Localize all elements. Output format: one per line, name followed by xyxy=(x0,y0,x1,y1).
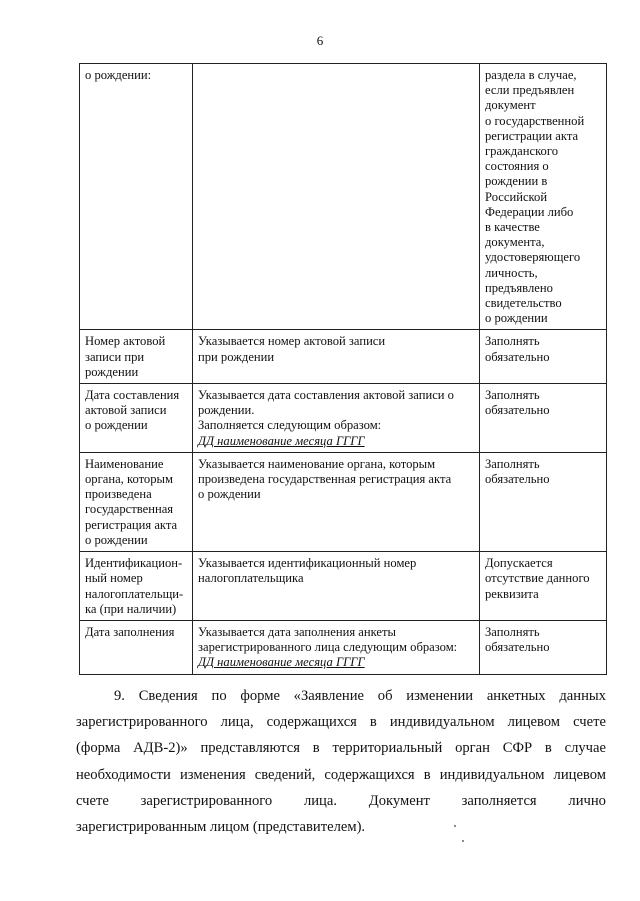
field-name-cell xyxy=(80,452,193,551)
cell-line: обязательно xyxy=(485,472,550,487)
paragraph-line: счете зарегистрированного лица. Документ заполняется лично xyxy=(76,792,606,809)
paragraph-line: необходимости изменения сведений, содержащихся в индивидуальном лицевом xyxy=(76,766,606,783)
table-row xyxy=(80,552,607,621)
field-name-cell xyxy=(80,330,193,384)
paragraph-line: зарегистрированного лица, содержащихся в индивидуальном лицевом счете xyxy=(76,714,606,731)
description-cell xyxy=(193,330,480,384)
cell-line: произведена xyxy=(85,487,152,502)
paragraph-line: зарегистрированным лицом (представителем). xyxy=(76,819,366,836)
cell-line: зарегистрированного лица следующим образом: xyxy=(198,640,458,655)
cell-line: Наименование xyxy=(85,456,164,471)
cell-line: обязательно xyxy=(485,349,550,364)
description-cell xyxy=(193,620,480,674)
cell-line: если предъявлен xyxy=(485,83,575,98)
cell-line: ный номер xyxy=(85,571,143,586)
paragraph-line: 9. Сведения по форме «Заявление об изменении анкетных данных xyxy=(114,688,606,704)
cell-line: Идентификацион- xyxy=(85,556,183,571)
cell-line: Указывается наименование органа, которым xyxy=(198,456,436,471)
description-cell xyxy=(193,64,480,330)
cell-line: Указывается номер актовой записи xyxy=(198,334,386,349)
requirements-table xyxy=(79,63,607,675)
requirement-cell xyxy=(480,552,607,621)
cell-line: документ xyxy=(485,98,536,113)
cell-line: состояния о xyxy=(485,159,549,174)
description-cell xyxy=(193,552,480,621)
cell-line: Указывается дата заполнения анкеты xyxy=(198,624,396,639)
date-format-note: ДД наименование месяца ГГГГ xyxy=(198,433,365,448)
cell-line: документа, xyxy=(485,235,545,250)
cell-line: Номер актовой xyxy=(85,334,166,349)
cell-line: Дата составления xyxy=(85,388,180,403)
cell-line: о рождении: xyxy=(85,68,152,82)
field-name-cell xyxy=(80,620,193,674)
cell-line: при рождении xyxy=(198,349,275,364)
cell-line: Указывается идентификационный номер xyxy=(198,556,417,571)
description-cell xyxy=(193,452,480,551)
cell-line: о рождении xyxy=(485,311,548,326)
cell-line: удостоверяющего xyxy=(485,250,581,265)
field-name-cell xyxy=(80,64,193,330)
cell-line: Заполнять xyxy=(485,388,540,403)
cell-line: обязательно xyxy=(485,403,550,418)
cell-line: записи при xyxy=(85,349,145,364)
cell-line: в качестве xyxy=(485,220,540,235)
cell-line: произведена государственная регистрация акта xyxy=(198,472,452,487)
cell-line: предъявлено xyxy=(485,280,553,295)
table-row xyxy=(80,452,607,551)
requirement-cell xyxy=(480,384,607,453)
table-row xyxy=(80,330,607,384)
cell-line: о рождении xyxy=(198,487,261,502)
section-9-paragraph xyxy=(76,683,606,840)
cell-line: рождении в xyxy=(485,174,548,189)
cell-line: раздела в случае, xyxy=(485,68,577,82)
cell-line: налогоплательщи- xyxy=(85,586,184,601)
cell-line: налогоплательщика xyxy=(198,571,304,586)
cell-line: государственная xyxy=(85,502,174,517)
cell-line: свидетельство xyxy=(485,296,562,311)
table-row xyxy=(80,620,607,674)
requirement-cell xyxy=(480,330,607,384)
description-cell xyxy=(193,384,480,453)
cell-line: рождении. xyxy=(198,403,255,418)
cell-line: Дата заполнения xyxy=(85,624,175,639)
cell-line: отсутствие данного xyxy=(485,571,590,586)
requirement-cell xyxy=(480,620,607,674)
cell-line: ка (при наличии) xyxy=(85,601,177,616)
cell-line: Заполняется следующим образом: xyxy=(198,418,382,433)
cell-line: обязательно xyxy=(485,640,550,655)
cell-line: регистрация акта xyxy=(85,517,178,532)
cell-line: Российской xyxy=(485,189,548,204)
cell-line: гражданского xyxy=(485,144,559,159)
requirement-cell xyxy=(480,64,607,330)
cell-line: Указывается дата составления актовой записи о xyxy=(198,388,454,403)
cell-line: рождении xyxy=(85,364,139,379)
cell-line: Допускается xyxy=(485,556,553,571)
cell-line: реквизита xyxy=(485,586,539,601)
table-row xyxy=(80,384,607,453)
field-name-cell xyxy=(80,384,193,453)
cell-line: органа, которым xyxy=(85,472,173,487)
paragraph-line: (форма АДВ-2)» представляются в территориальный орган СФР в случае xyxy=(76,740,606,757)
date-format-note: ДД наименование месяца ГГГГ xyxy=(198,655,365,670)
cell-line: о рождении xyxy=(85,418,148,433)
cell-line: Заполнять xyxy=(485,624,540,639)
cell-line: личность, xyxy=(485,265,538,280)
cell-line: о рождении xyxy=(85,532,148,547)
cell-line: регистрации акта xyxy=(485,128,579,143)
scan-speck xyxy=(454,825,456,827)
cell-line: Заполнять xyxy=(485,334,540,349)
requirement-cell xyxy=(480,452,607,551)
scan-speck xyxy=(462,840,464,842)
cell-line: Федерации либо xyxy=(485,204,574,219)
page-number: 6 xyxy=(316,33,324,48)
cell-line: актовой записи xyxy=(85,403,167,418)
field-name-cell xyxy=(80,552,193,621)
cell-line: Заполнять xyxy=(485,456,540,471)
table-row xyxy=(80,64,607,330)
cell-line: о государственной xyxy=(485,113,585,128)
